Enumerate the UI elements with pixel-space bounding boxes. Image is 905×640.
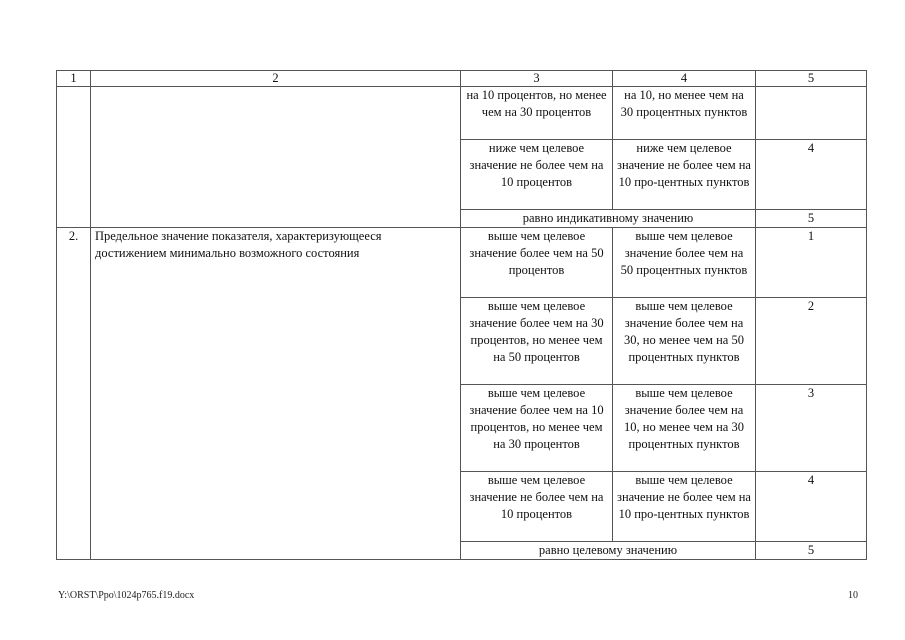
score-cell: 4 [756,472,867,542]
score-cell: 5 [756,542,867,560]
score-cell: 2 [756,298,867,385]
condition-points-cell: выше чем целевое значение не более чем на 10 про-центных пунктов [613,472,756,542]
merged-condition-cell: равно индикативному значению [461,210,756,228]
footer-file-path: Y:\ORST\Ppo\1024p765.f19.docx [58,590,195,601]
condition-points-cell: выше чем целевое значение более чем на 30, но менее чем на 50 процентных пунктов [613,298,756,385]
header-cell-4: 4 [613,71,756,87]
condition-percent-cell: на 10 процентов, но менее чем на 30 процентов [461,87,613,140]
condition-points-cell: выше чем целевое значение более чем на 10, но менее чем на 30 процентных пунктов [613,385,756,472]
header-cell-3: 3 [461,71,613,87]
indicator-table [56,70,867,560]
condition-percent-cell: ниже чем целевое значение не более чем на 10 процентов [461,140,613,210]
header-cell-2: 2 [91,71,461,87]
score-cell: 5 [756,210,867,228]
header-cell-5: 5 [756,71,867,87]
condition-points-cell: на 10, но менее чем на 30 процентных пунктов [613,87,756,140]
condition-points-cell: ниже чем целевое значение не более чем на 10 про-центных пунктов [613,140,756,210]
table-row [57,228,867,298]
table-row [57,87,867,140]
condition-percent-cell: выше чем целевое значение более чем на 10 процентов, но менее чем на 30 процентов [461,385,613,472]
header-cell-1: 1 [57,71,91,87]
condition-percent-cell: выше чем целевое значение не более чем на 10 процентов [461,472,613,542]
score-cell: 4 [756,140,867,210]
row-number-cell [57,87,91,228]
table-header-row [57,71,867,87]
row-number-cell: 2. [57,228,91,560]
score-cell: 1 [756,228,867,298]
row-description-cell [91,87,461,228]
score-cell: 3 [756,385,867,472]
condition-percent-cell: выше чем целевое значение более чем на 30 процентов, но менее чем на 50 процентов [461,298,613,385]
score-cell [756,87,867,140]
row-description-cell: Предельное значение показателя, характеризующееся достижением минимально возможного состояния [91,228,461,560]
merged-condition-cell: равно целевому значению [461,542,756,560]
footer-page-number: 10 [848,590,858,601]
condition-percent-cell: выше чем целевое значение более чем на 50 процентов [461,228,613,298]
condition-points-cell: выше чем целевое значение более чем на 50 процентных пунктов [613,228,756,298]
